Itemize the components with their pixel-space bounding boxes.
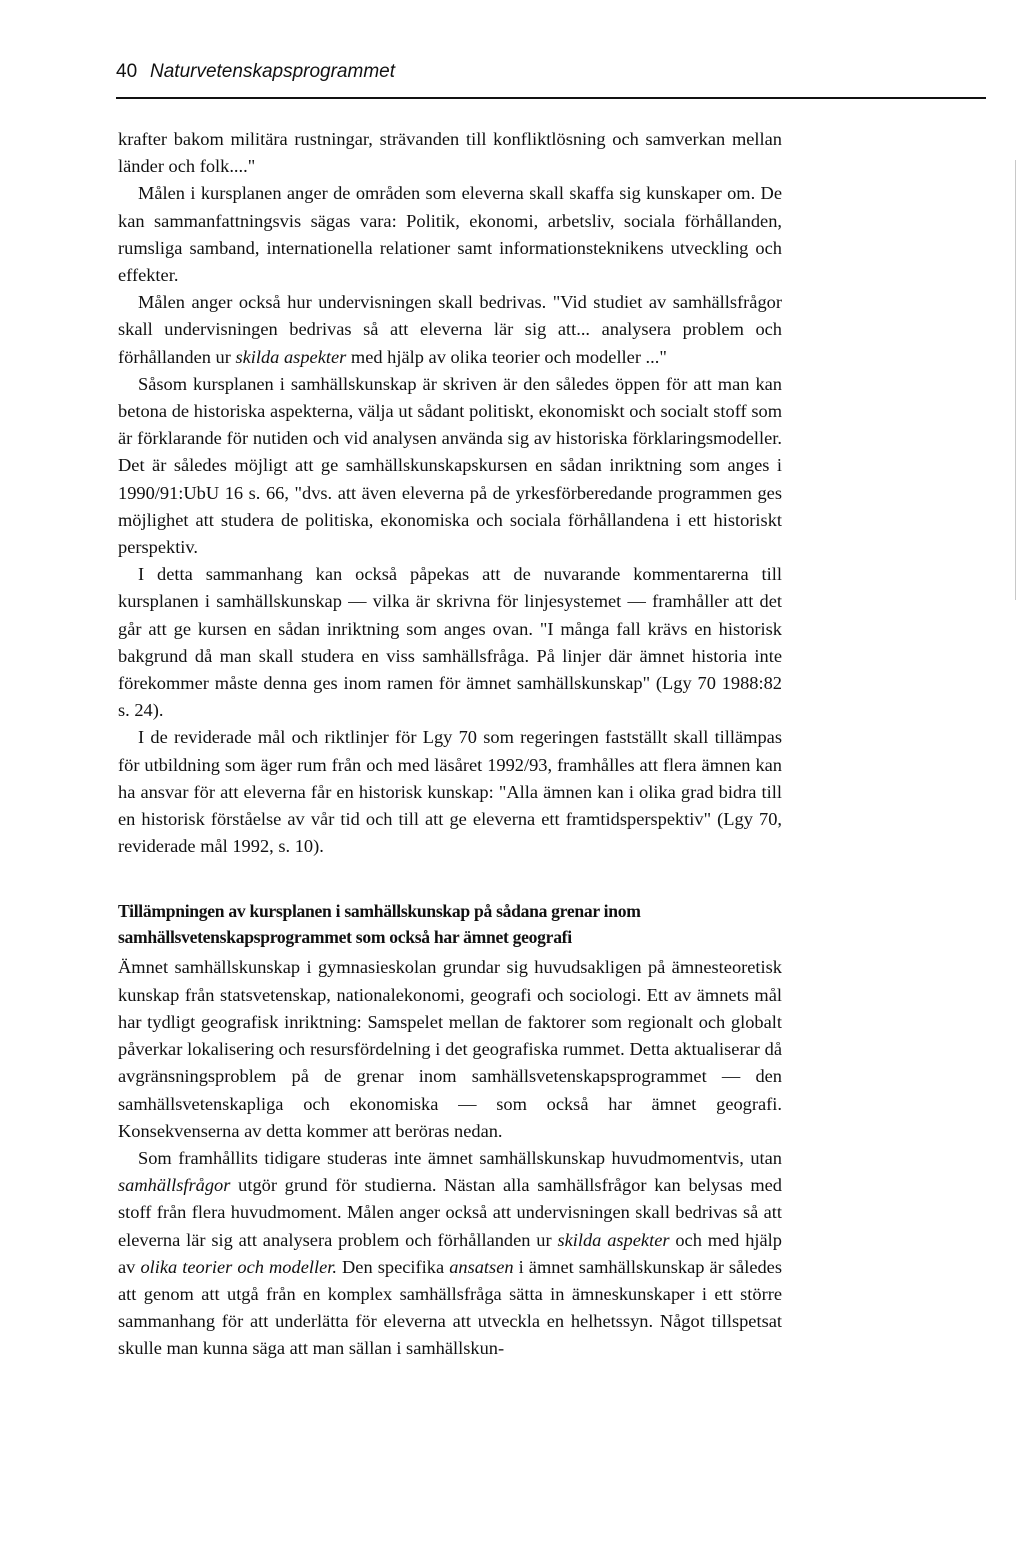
paragraph-text: Målen i kursplanen anger de områden som eleverna skall skaffa sig kunskaper om. De kan sammanfattningsvis sägas vara: Politik, ekonomi, arbetsliv, sociala förhållanden, rumsliga samband, internationella relationer samt informationsteknikens utveckling och effekter.	[118, 183, 782, 286]
paragraph-text: I de reviderade mål och riktlinjer för Lgy 70 som regeringen fastställt skall tillämpas för utbildning som äger rum från och med läsåret 1992/93, framhålles att flera ämnen kan ha ansvar för att eleverna får en historisk kunskap: "Alla ämnen kan i olika grad bidra till en historisk förståelse av vår tid och till att ge eleverna ett framtidsperspektiv" (Lgy 70, reviderade mål 1992, s. 10).	[118, 727, 782, 857]
paragraph-text: Ämnet samhällskunskap i gymnasieskolan grundar sig huvudsakligen på ämnesteoretisk kunskap från statsvetenskap, nationalekonomi, geografi och sociologi. Ett av ämnets mål har tydligt geografisk inriktning: Samspelet mellan de faktorer som regionalt och globalt påverkar lokalisering och resursfördelning i det geografiska rummet. Detta aktualiserar då avgränsningsproblem på de grenar inom samhällsvetenskapsprogrammet — den samhällsvetenskapliga och ekonomiska — som också har ämnet geografi. Konsekvenserna av detta kommer att beröras nedan.	[118, 957, 782, 1141]
paragraph-text: med hjälp av olika teorier och modeller ..."	[346, 346, 667, 367]
section-heading: Tillämpningen av kursplanen i samhällskunskap på sådana grenar inom samhällsvetenskapsprogrammet som också har ämnet geografi	[118, 901, 641, 948]
paragraph	[118, 289, 782, 371]
page-number: 40	[116, 61, 138, 82]
italic-text: skilda aspekter	[557, 1229, 670, 1250]
paragraph-text: krafter bakom militära rustningar, strävanden till konfliktlösning och samverkan mellan länder och folk...."	[118, 129, 782, 177]
paragraph-text: i ämnet samhällskunskap är således att genom att utgå från en komplex samhällsfråga sätta in ämneskunskaper i ett större sammanhang för att underlätta för eleverna att utveckla en helhetssyn. Något tillspetsat skulle man kunna säga att man sällan i samhällskun-	[118, 1256, 782, 1359]
paragraph	[118, 126, 782, 180]
paragraph-text: utgör grund för studierna. Nästan alla samhällsfrågor kan belysas med stoff från flera huvudmoment. Målen anger också att undervisningen skall bedrivas så att eleverna lär sig att analysera problem och förhållanden ur	[118, 1175, 782, 1250]
paragraph	[118, 180, 782, 289]
running-title: Naturvetenskapsprogrammet	[150, 61, 395, 82]
running-header	[116, 60, 986, 100]
italic-text: samhällsfrågor	[118, 1175, 231, 1196]
italic-text: ansatsen	[449, 1256, 514, 1277]
body-paragraphs	[118, 126, 782, 860]
page-body	[118, 126, 782, 1363]
italic-text: olika teorier och modeller.	[140, 1256, 337, 1277]
paragraph	[118, 954, 782, 1144]
paragraph	[118, 724, 782, 860]
paragraph-text: Som framhållits tidigare studeras inte ämnet samhällskunskap huvudmomentvis, utan	[138, 1147, 782, 1168]
paragraph	[118, 371, 782, 561]
section-paragraphs	[118, 954, 782, 1362]
paragraph-text: Målen anger också hur undervisningen skall bedrivas. "Vid studiet av samhällsfrågor skall undervisningen bedrivas så att eleverna lär sig att... analysera problem och förhållanden ur	[118, 292, 782, 367]
paragraph-text: I detta sammanhang kan också påpekas att de nuvarande kommentarerna till kursplanen i samhällskunskap — vilka är skrivna för linjesystemet — framhåller att det går att ge kursen en sådan inriktning som anges ovan. "I många fall krävs en historisk bakgrund då man skall studera en viss samhällsfråga. På linjer där ämnet historia inte förekommer måste denna ges inom ramen för ämnet samhällskunskap" (Lgy 70 1988:82 s. 24).	[118, 564, 782, 721]
margin-scan-line	[1015, 160, 1016, 600]
paragraph-text: och med hjälp av	[118, 1229, 782, 1277]
paragraph	[118, 1145, 782, 1363]
header-rule	[116, 97, 986, 99]
paragraph	[118, 561, 782, 724]
italic-text: skilda aspekter	[235, 346, 347, 367]
paragraph-text: Såsom kursplanen i samhällskunskap är skriven är den således öppen för att man kan betona de historiska aspekterna, välja ut sådant politiskt, ekonomiskt och socialt stoff som är förklarande för nutiden och vid analysen använda sig av historiska förklaringsmodeller. Det är således möjligt att ge samhällskunskapskursen en sådan inriktning som anges i 1990/91:UbU 16 s. 66, "dvs. att även eleverna på de yrkesförberedande programmen ges möjlighet att studera de politiska, ekonomiska och sociala förhållandena i ett historiskt perspektiv.	[118, 373, 782, 558]
paragraph-text: Den specifika	[336, 1256, 450, 1277]
